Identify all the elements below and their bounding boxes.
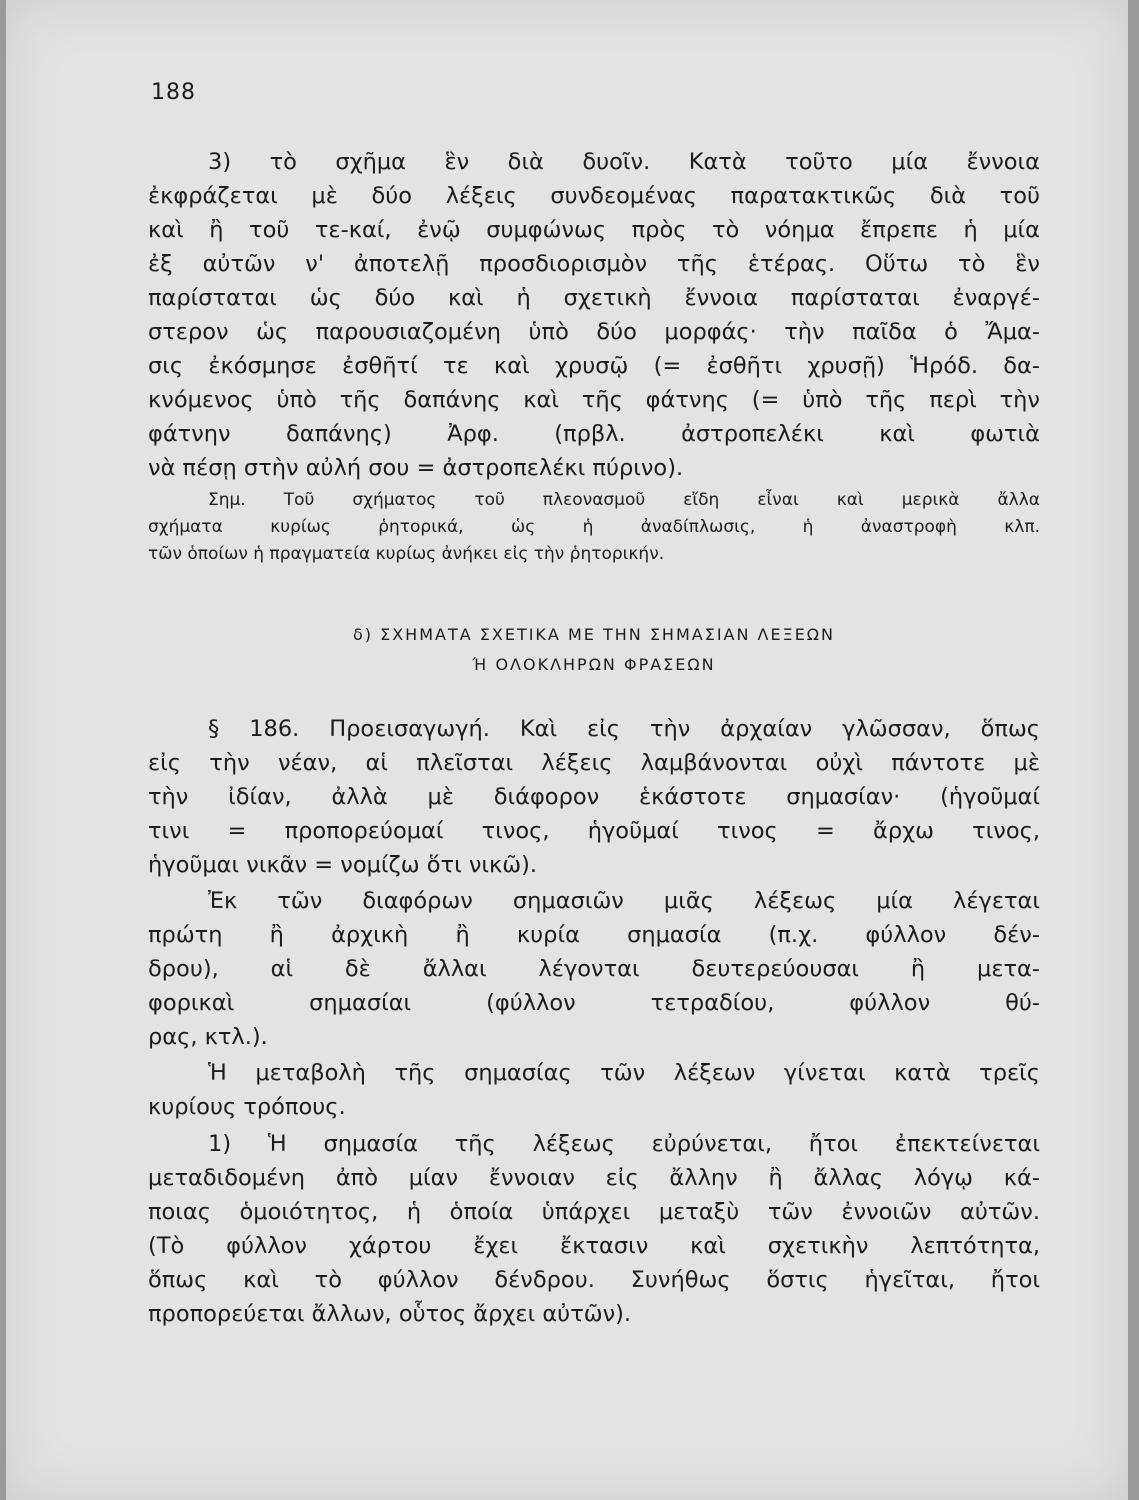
text-line: νὰ πέσῃ στὴν αὐλή σου = ἀστροπελέκι πύρινο).: [148, 455, 684, 481]
text-line: 1) Ἡ σημασία τῆς λέξεως εὐρύνεται, ἤτοι ἐπεκτείνεται: [208, 1131, 1040, 1157]
text-line: κυρίους τρόπους.: [148, 1094, 346, 1120]
text-line: κνόμενος ὑπὸ τῆς δαπάνης καὶ τῆς φάτνης (= ὑπὸ τῆς περὶ τὴν: [148, 387, 1040, 413]
heading-line: Ή ΟΛΟΚΛΗΡΩΝ ΦΡΑΣΕΩΝ: [472, 655, 716, 674]
paragraph-widening: [148, 1127, 1040, 1331]
text-line: ἡγοῦμαι νικᾶν = νομίζω ὅτι νικῶ).: [148, 852, 538, 878]
text-line: 3) τὸ σχῆμα ἓν διὰ δυοῖν. Κατὰ τοῦτο μία ἔννοια: [208, 149, 1040, 175]
text-line: Ἡ μεταβολὴ τῆς σημασίας τῶν λέξεων γίνεται κατὰ τρεῖς: [208, 1060, 1040, 1086]
text-line: (Τὸ φύλλον χάρτου ἔχει ἔκτασιν καὶ σχετικὴν λεπτότητα,: [148, 1233, 1040, 1259]
text-line: παρίσταται ὡς δύο καὶ ἡ σχετικὴ ἔννοια παρίσταται ἐναργέ-: [148, 285, 1040, 311]
page-number: 188: [151, 80, 196, 105]
text-line: § 186. Προεισαγωγή. Καὶ εἰς τὴν ἀρχαίαν γλῶσσαν, ὅπως: [208, 716, 1040, 742]
note-line: τῶν ὁποίων ἡ πραγματεία κυρίως ἀνήκει εἰς τὴν ῥητορικήν.: [148, 544, 665, 564]
footnote-remark: [148, 487, 1040, 568]
text-line: τὴν ἰδίαν, ἀλλὰ μὲ διάφορον ἑκάστοτε σημασίαν· (ἡγοῦμαί: [148, 784, 1040, 810]
text-line: στερον ὡς παρουσιαζομένη ὑπὸ δύο μορφάς· τὴν παῖδα ὁ Ἄμα-: [148, 319, 1040, 345]
text-line: προπορεύεται ἄλλων, οὗτος ἄρχει αὐτῶν).: [148, 1301, 632, 1327]
text-line: δρου), αἱ δὲ ἄλλαι λέγονται δευτερεύουσαι ἢ μετα-: [148, 956, 1040, 982]
text-line: ἐκφράζεται μὲ δύο λέξεις συνδεομένας παρατακτικῶς διὰ τοῦ: [148, 183, 1040, 209]
paragraph-meanings: [148, 884, 1040, 1054]
text-line: σις ἐκόσμησε ἐσθῆτί τε καὶ χρυσῷ (= ἐσθῆτι χρυσῇ) Ἡρόδ. δα-: [148, 353, 1040, 379]
book-page: [6, 0, 1128, 1500]
paragraph-change-of-meaning: [148, 1056, 1040, 1124]
text-line: φάτνην δαπάνης) Ἀρφ. (πρβλ. ἀστροπελέκι καὶ φωτιὰ: [148, 421, 1040, 447]
text-line: καὶ ἢ τοῦ τε-καί, ἐνῷ συμφώνως πρὸς τὸ νόημα ἔπρεπε ἡ μία: [148, 217, 1040, 243]
text-line: ποιας ὁμοιότητος, ἡ ὁποία ὑπάρχει μεταξὺ τῶν ἐννοιῶν αὐτῶν.: [148, 1199, 1040, 1225]
text-line: τινι = προπορεύομαί τινος, ἡγοῦμαί τινος = ἄρχω τινος,: [148, 818, 1040, 844]
paragraph-186-introduction: [148, 712, 1040, 882]
paragraph-hen-dia-dyoin: [148, 145, 1040, 485]
note-line: σχήματα κυρίως ῥητορικά, ὡς ἡ ἀναδίπλωσις, ἡ ἀναστροφὴ κλπ.: [148, 517, 1040, 537]
text-line: ρας, κτλ.).: [148, 1024, 268, 1050]
text-line: μεταδιδομένη ἀπὸ μίαν ἔννοιαν εἰς ἄλλην ἢ ἄλλας λόγῳ κά-: [148, 1165, 1040, 1191]
note-line: Σημ. Τοῦ σχήματος τοῦ πλεονασμοῦ εἴδη εἶναι καὶ μερικὰ ἄλλα: [208, 490, 1040, 510]
text-line: πρώτη ἢ ἀρχικὴ ἢ κυρία σημασία (π.χ. φύλλον δέν-: [148, 922, 1040, 948]
text-line: ὅπως καὶ τὸ φύλλον δένδρου. Συνήθως ὅστις ἡγεῖται, ἤτοι: [148, 1267, 1040, 1293]
heading-line: δ) ΣΧΗΜΑΤΑ ΣΧΕΤΙΚΑ ΜΕ ΤΗΝ ΣΗΜΑΣΙΑΝ ΛΕΞΕΩΝ: [352, 625, 835, 644]
section-heading: [148, 620, 1040, 680]
text-line: φορικαὶ σημασίαι (φύλλον τετραδίου, φύλλον θύ-: [148, 990, 1040, 1016]
text-line: ἐξ αὐτῶν ν' ἀποτελῇ προσδιορισμὸν τῆς ἑτέρας. Οὕτω τὸ ἓν: [148, 251, 1040, 277]
text-line: εἰς τὴν νέαν, αἱ πλεῖσται λέξεις λαμβάνονται οὐχὶ πάντοτε μὲ: [148, 750, 1040, 776]
text-line: Ἐκ τῶν διαφόρων σημασιῶν μιᾶς λέξεως μία λέγεται: [208, 888, 1040, 914]
